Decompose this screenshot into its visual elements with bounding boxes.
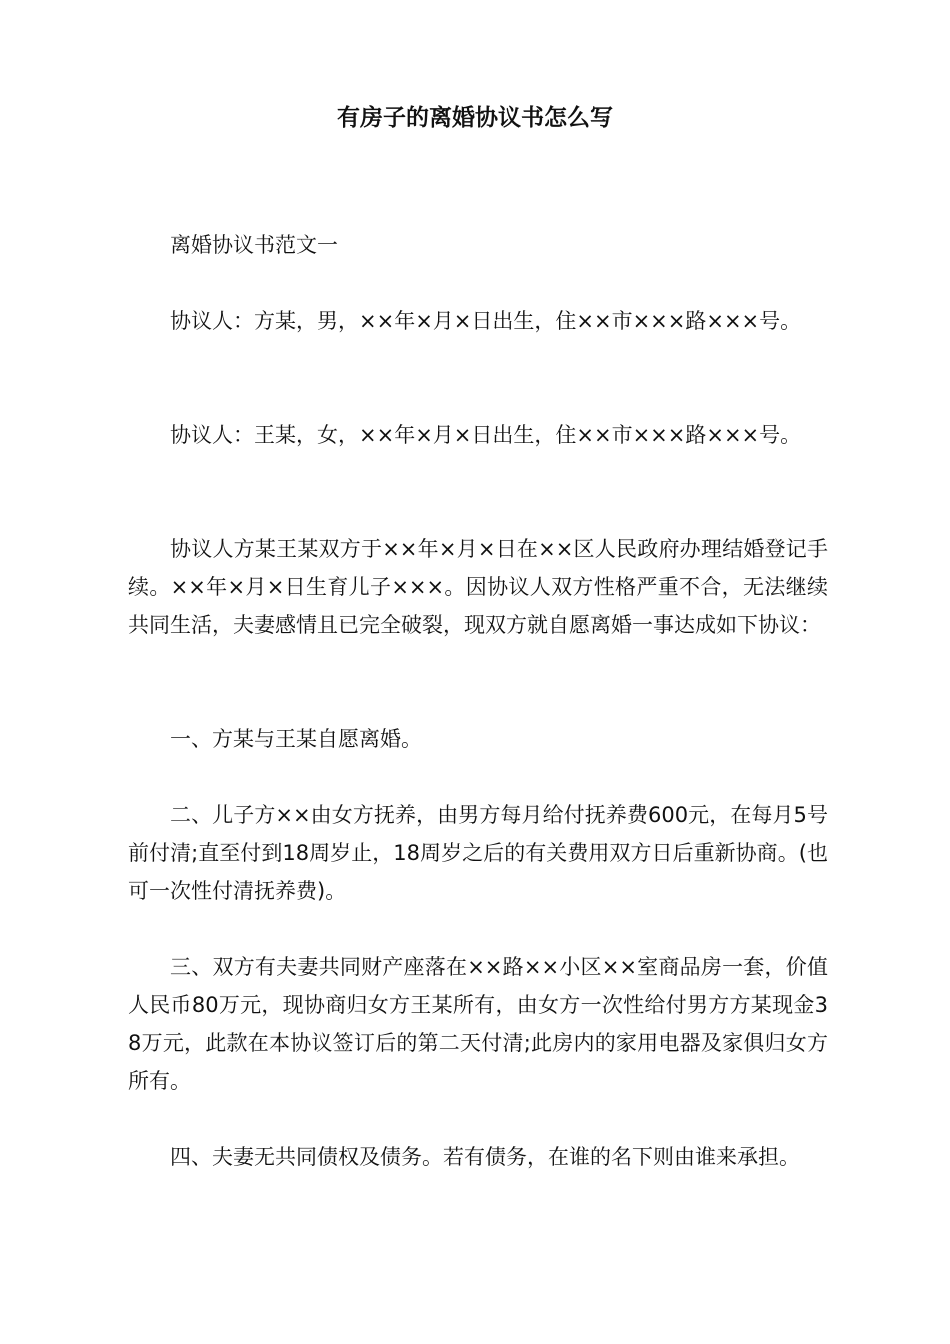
paragraph: 二、儿子方××由女方抚养，由男方每月给付抚养费600元，在每月5号前付清;直至付到18周岁止，18周岁之后的有关费用双方日后重新协商。(也可一次性付清抚养费)。 — [128, 803, 828, 903]
document-title: 有房子的离婚协议书怎么写 — [337, 105, 613, 131]
paragraph-clause-three — [128, 948, 828, 1100]
paragraph: 离婚协议书范文一 — [170, 233, 338, 257]
paragraph: 三、双方有夫妻共同财产座落在××路××小区××室商品房一套，价值人民币80万元，现协商归女方王某所有，由女方一次性给付男方方某现金38万元，此款在本协议签订后的第二天付清;此房内的家用电器及家俱归女方所有。 — [128, 955, 828, 1093]
paragraph-background — [128, 530, 828, 644]
paragraph: 协议人方某王某双方于××年×月×日在××区人民政府办理结婚登记手续。××年×月×日生育儿子×××。因协议人双方性格严重不合，无法继续共同生活，夫妻感情且已完全破裂，现双方就自愿离婚一事达成如下协议： — [128, 537, 828, 637]
paragraph: 四、夫妻无共同债权及债务。若有债务，在谁的名下则由谁来承担。 — [170, 1145, 800, 1169]
paragraph-clause-two — [128, 796, 828, 910]
paragraph-clause-four — [128, 1138, 828, 1176]
paragraph-party-one — [128, 302, 828, 340]
paragraph: 协议人：方某，男，××年×月×日出生，住××市×××路×××号。 — [170, 309, 802, 333]
paragraph: 协议人：王某，女，××年×月×日出生，住××市×××路×××号。 — [170, 423, 802, 447]
paragraph: 一、方某与王某自愿离婚。 — [170, 727, 422, 751]
paragraph-clause-one — [128, 720, 828, 758]
paragraph-heading-sample-one — [128, 226, 828, 264]
paragraph-party-two — [128, 416, 828, 454]
